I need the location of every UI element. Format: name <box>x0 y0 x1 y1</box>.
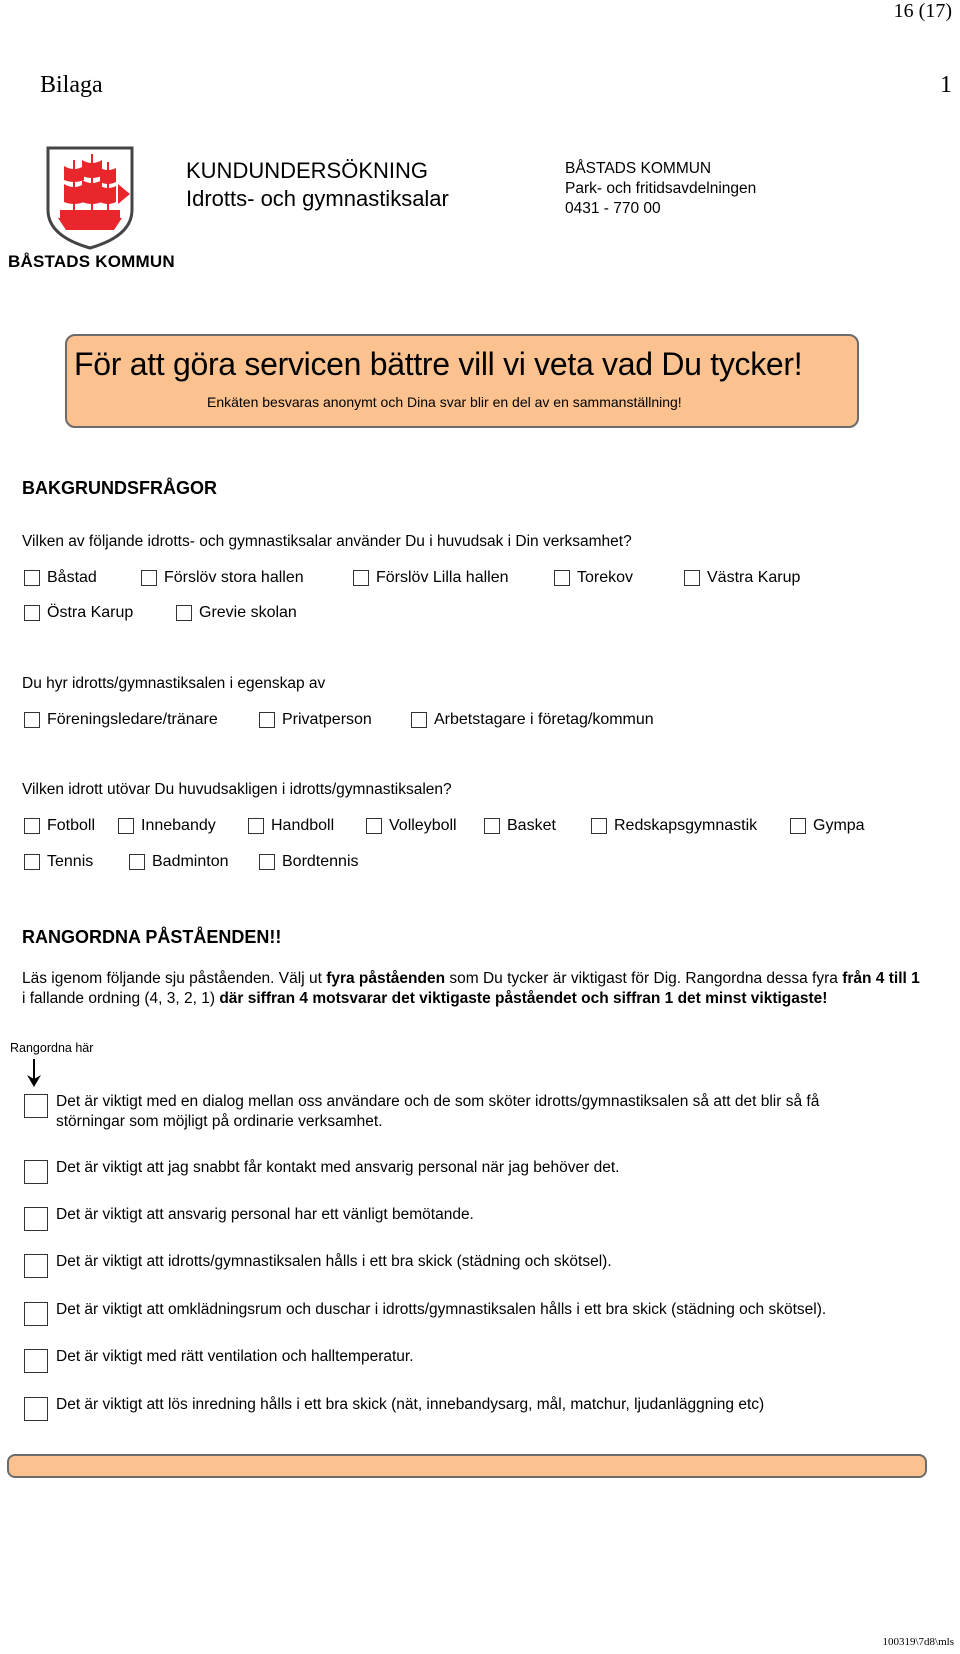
option-handboll[interactable]: Handboll <box>248 817 334 835</box>
option-volleyboll[interactable]: Volleyboll <box>366 817 457 835</box>
statement-6: Det är viktigt med rätt ventilation och halltemperatur. <box>24 1347 904 1373</box>
intro-banner <box>65 334 859 428</box>
rank-box[interactable] <box>24 1094 48 1118</box>
option-ostra-karup[interactable]: Östra Karup <box>24 604 133 622</box>
question-renter-role: Du hyr idrotts/gymnastiksalen i egenskap av <box>22 675 326 692</box>
statement-7: Det är viktigt att lös inredning hålls i ett bra skick (nät, innebandysarg, mål, matchur, ljudanläggning etc) <box>24 1395 904 1421</box>
option-badminton[interactable]: Badminton <box>129 853 229 871</box>
checkbox[interactable] <box>684 570 700 586</box>
option-basket[interactable]: Basket <box>484 817 556 835</box>
checkbox[interactable] <box>176 605 192 621</box>
statement-1: Det är viktigt med en dialog mellan oss användare och de som sköter idrotts/gymnastiksalen så att det blir så få störningar som möjligt på ordinarie verksamhet. <box>24 1092 904 1132</box>
rank-box[interactable] <box>24 1397 48 1421</box>
checkbox[interactable] <box>24 854 40 870</box>
question-sport: Vilken idrott utövar Du huvudsakligen i idrotts/gymnastiksalen? <box>22 781 452 798</box>
arrow-down-icon <box>27 1059 41 1087</box>
statement-2: Det är viktigt att jag snabbt får kontakt med ansvarig personal när jag behöver det. <box>24 1158 904 1184</box>
checkbox[interactable] <box>141 570 157 586</box>
bottom-banner <box>7 1454 927 1478</box>
statement-5: Det är viktigt att omklädningsrum och duschar i idrotts/gymnastiksalen hålls i ett bra skick (städning och skötsel). <box>24 1300 904 1326</box>
option-vastra-karup[interactable]: Västra Karup <box>684 569 800 587</box>
checkbox[interactable] <box>411 712 427 728</box>
checkbox[interactable] <box>248 818 264 834</box>
option-gympa[interactable]: Gympa <box>790 817 865 835</box>
option-tennis[interactable]: Tennis <box>24 853 93 871</box>
rank-box[interactable] <box>24 1349 48 1373</box>
ranking-heading: RANGORDNA PÅSTÅENDEN!! <box>22 927 282 947</box>
survey-title-line2: Idrotts- och gymnastiksalar <box>186 186 449 211</box>
department-contact <box>565 159 756 219</box>
department-org: BÅSTADS KOMMUN <box>565 160 712 177</box>
checkbox[interactable] <box>24 605 40 621</box>
statement-4: Det är viktigt att idrotts/gymnastiksalen hålls i ett bra skick (städning och skötsel). <box>24 1252 904 1278</box>
department-phone: 0431 - 770 00 <box>565 200 661 217</box>
checkbox[interactable] <box>353 570 369 586</box>
checkbox[interactable] <box>24 818 40 834</box>
survey-title <box>186 157 449 213</box>
checkbox[interactable] <box>24 570 40 586</box>
ranking-instructions: Läs igenom följande sju påståenden. Välj ut fyra påståenden som Du tycker är viktigast för Dig. Rangordna dessa fyra från 4 till 1 i fallande ordning (4, 3, 2, 1) där siffran 4 motsvarar det viktigaste påståendet och siffran 1 det minst viktigaste! <box>22 970 920 1007</box>
checkbox[interactable] <box>484 818 500 834</box>
banner-headline: För att göra servicen bättre vill vi veta vad Du tycker! <box>74 346 803 382</box>
option-torekov[interactable]: Torekov <box>554 569 633 587</box>
option-redskapsgymnastik[interactable]: Redskapsgymnastik <box>591 817 757 835</box>
checkbox[interactable] <box>366 818 382 834</box>
checkbox[interactable] <box>129 854 145 870</box>
option-innebandy[interactable]: Innebandy <box>118 817 216 835</box>
checkbox[interactable] <box>259 854 275 870</box>
option-fotboll[interactable]: Fotboll <box>24 817 95 835</box>
checkbox[interactable] <box>790 818 806 834</box>
rank-box[interactable] <box>24 1160 48 1184</box>
question-facility: Vilken av följande idrotts- och gymnastiksalar använder Du i huvudsak i Din verksamhet? <box>22 533 632 550</box>
banner-subline: Enkäten besvaras anonymt och Dina svar blir en del av en sammanställning! <box>207 394 682 410</box>
checkbox[interactable] <box>259 712 275 728</box>
page-number: 16 (17) <box>893 0 952 22</box>
option-bordtennis[interactable]: Bordtennis <box>259 853 359 871</box>
checkbox[interactable] <box>24 712 40 728</box>
appendix-label: Bilaga <box>40 72 103 98</box>
checkbox[interactable] <box>118 818 134 834</box>
option-forslov-lilla[interactable]: Förslöv Lilla hallen <box>353 569 509 587</box>
survey-title-line1: KUNDUNDERSÖKNING <box>186 158 429 183</box>
option-employee[interactable]: Arbetstagare i företag/kommun <box>411 711 654 729</box>
rank-box[interactable] <box>24 1254 48 1278</box>
rank-box[interactable] <box>24 1302 48 1326</box>
file-reference: 100319\7d8\mls <box>882 1636 954 1648</box>
appendix-number: 1 <box>940 72 952 98</box>
coat-of-arms-ship-icon <box>44 144 136 252</box>
rank-here-label: Rangordna här <box>10 1041 94 1055</box>
option-private-person[interactable]: Privatperson <box>259 711 372 729</box>
option-forslov-stora[interactable]: Förslöv stora hallen <box>141 569 304 587</box>
option-bastad[interactable]: Båstad <box>24 569 97 587</box>
checkbox[interactable] <box>591 818 607 834</box>
checkbox[interactable] <box>554 570 570 586</box>
option-grevie-skolan[interactable]: Grevie skolan <box>176 604 297 622</box>
rank-box[interactable] <box>24 1207 48 1231</box>
background-heading: BAKGRUNDSFRÅGOR <box>22 478 217 498</box>
municipality-logo-text: BÅSTADS KOMMUN <box>8 252 175 271</box>
department-name: Park- och fritidsavdelningen <box>565 180 757 197</box>
option-club-leader[interactable]: Föreningsledare/tränare <box>24 711 218 729</box>
statement-3: Det är viktigt att ansvarig personal har ett vänligt bemötande. <box>24 1205 904 1231</box>
